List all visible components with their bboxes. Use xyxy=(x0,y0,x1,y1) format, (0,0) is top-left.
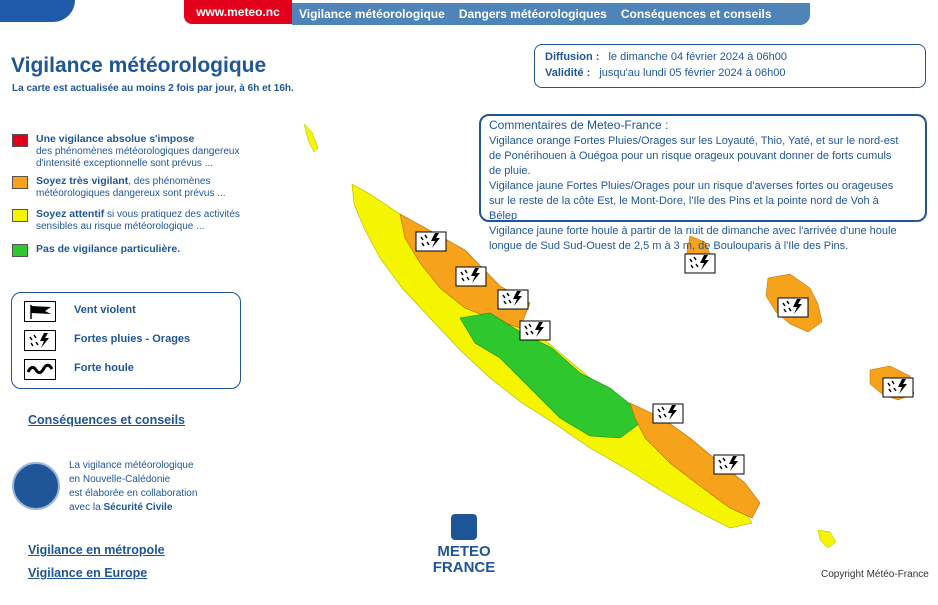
collab-line-3: est élaborée en collaboration xyxy=(69,488,198,499)
top-bar xyxy=(0,0,938,30)
rain-storm-icon[interactable] xyxy=(456,267,486,286)
main-nav xyxy=(292,3,810,25)
legend-red-title: Une vigilance absolue s'impose xyxy=(36,133,195,145)
nav-consequences[interactable]: Conséquences et conseils xyxy=(620,7,772,21)
comment-paragraph-3: Vigilance jaune forte houle à partir de la nuit de dimanche avec l'arrivée d'une houle longue de Sud Sud-Ouest de 2,5 m à 3 m, de Boulouparis à l'Ile des Pins. xyxy=(489,225,897,252)
legend-green-title: Pas de vigilance particulière. xyxy=(36,243,181,255)
validite-label: Validité : xyxy=(545,67,591,79)
europe-link[interactable]: Vigilance en Europe xyxy=(28,566,148,580)
diffusion-box xyxy=(534,44,926,88)
wind-flag-icon xyxy=(24,301,56,322)
copyright: Copyright Météo-France xyxy=(821,569,929,580)
collab-line-2: en Nouvelle-Calédonie xyxy=(69,474,171,485)
collab-text xyxy=(69,459,197,515)
picto-legend xyxy=(11,292,241,389)
meteo-france-emblem xyxy=(451,514,477,540)
picto-swell-label: Forte houle xyxy=(74,362,134,374)
green-swatch xyxy=(12,244,28,257)
legend-yellow xyxy=(12,208,262,236)
site-link[interactable]: www.meteo.nc xyxy=(184,0,292,24)
legend-orange-text: , des phénomènes météorologiques dangereux sont prévus ... xyxy=(36,176,226,199)
legend-yellow-title: Soyez attentif xyxy=(36,208,105,220)
legend-yellow-text: si vous pratiquez des activités sensibles au risque météorologique ... xyxy=(36,209,240,232)
legend-orange xyxy=(12,175,262,203)
legend-green xyxy=(12,243,262,257)
picto-rain-label: Fortes pluies - Orages xyxy=(74,333,191,345)
rain-storm-icon[interactable] xyxy=(883,378,913,397)
legend-red-text: des phénomènes météorologiques dangereux d'intensité exceptionnelle sont prévus ... xyxy=(36,146,240,169)
rain-storm-icon[interactable] xyxy=(685,254,715,273)
rain-storm-icon[interactable] xyxy=(498,290,528,309)
nav-dangers[interactable]: Dangers météorologiques xyxy=(458,7,607,21)
page-title: Vigilance météorologique xyxy=(11,54,267,77)
region-ile-des-pins[interactable] xyxy=(818,530,836,548)
validite-value: jusqu'au lundi 05 février 2024 à 06h00 xyxy=(599,67,786,79)
picto-wind-label: Vent violent xyxy=(74,304,136,316)
comments-title: Commentaires de Meteo-France : xyxy=(489,118,669,132)
comments-text xyxy=(489,134,899,254)
securite-civile-logo xyxy=(12,462,60,510)
yellow-swatch xyxy=(12,209,28,222)
legend-orange-title: Soyez très vigilant xyxy=(36,175,129,187)
logo-line-1: METEO xyxy=(437,543,491,560)
region-belep[interactable] xyxy=(304,124,318,152)
metropole-link[interactable]: Vigilance en métropole xyxy=(28,543,165,557)
orange-swatch xyxy=(12,176,28,189)
rain-storm-icon[interactable] xyxy=(714,455,744,474)
meteo-france-logo[interactable] xyxy=(428,514,500,582)
rain-storm-icon[interactable] xyxy=(653,404,683,423)
comment-paragraph-1: Vigilance orange Fortes Pluies/Orages sur les Loyauté, Thio, Yaté, et sur le nord-est de Ponérihouen à Ouégoa pour un risque orageux pouvant donner de forts cumuls de pluie. xyxy=(489,135,899,177)
rain-storm-icon[interactable] xyxy=(416,232,446,251)
swell-wave-icon xyxy=(24,359,56,380)
rain-storm-icon[interactable] xyxy=(778,298,808,317)
legend-red xyxy=(12,133,262,171)
rain-storm-icon xyxy=(24,330,56,351)
page-subtitle: La carte est actualisée au moins 2 fois par jour, à 6h et 16h. xyxy=(12,83,294,94)
logo-line-2: FRANCE xyxy=(432,559,496,576)
consequences-link[interactable]: Conséquences et conseils xyxy=(28,413,186,427)
collab-securite-civile: Sécurité Civile xyxy=(103,502,173,513)
diffusion-value: le dimanche 04 février 2024 à 06h00 xyxy=(608,51,788,63)
red-swatch xyxy=(12,134,28,147)
collab-line-1: La vigilance météorologique xyxy=(69,460,194,471)
collab-line-4: avec la xyxy=(69,502,101,513)
rain-storm-icon[interactable] xyxy=(520,321,550,340)
diffusion-label: Diffusion : xyxy=(545,51,600,63)
corner-decoration xyxy=(0,0,75,22)
nav-vigilance[interactable]: Vigilance météorologique xyxy=(299,7,445,21)
comment-paragraph-2: Vigilance jaune Fortes Pluies/Orages pour un risque d'averses fortes ou orageuses sur le reste de la côte Est, le Mont-Dore, l'Ile des Pins et la pointe nord de Voh à Bélep xyxy=(489,180,894,222)
